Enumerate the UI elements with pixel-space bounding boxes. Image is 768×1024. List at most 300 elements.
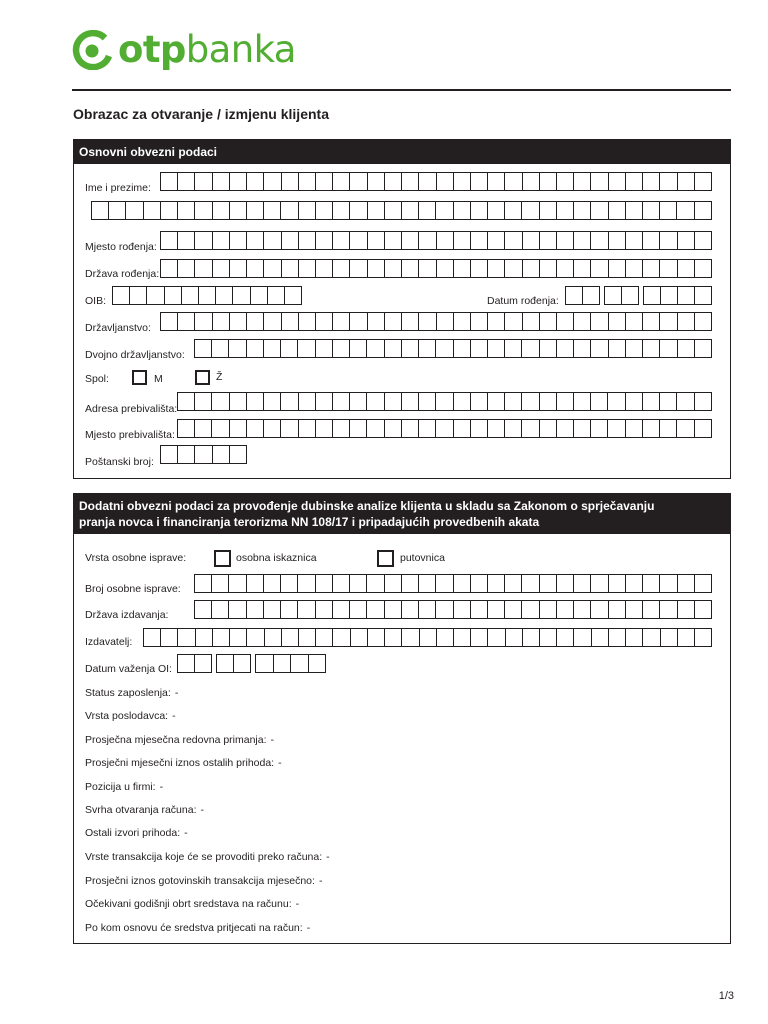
char-cell [621, 287, 638, 304]
char-cell [659, 173, 676, 190]
char-cell [332, 340, 349, 357]
char-cell [194, 393, 211, 410]
char-cell [195, 629, 212, 646]
section-basic-title: Osnovni obvezni podaci [74, 140, 730, 164]
char-cell [625, 260, 642, 277]
checkbox-osobna-iskaznica[interactable] [214, 550, 231, 567]
char-cell [573, 420, 590, 437]
section-additional-title-line1: Dodatni obvezni podaci za provođenje dubinske analize klijenta u skladu sa Zakonom o sprječavanju [79, 499, 655, 513]
char-cell [384, 420, 401, 437]
field-value: - [306, 922, 311, 934]
input-drzava-rodenja[interactable] [160, 259, 712, 278]
char-cell [522, 260, 539, 277]
field-ostali-izvori [85, 827, 188, 839]
label-spol-m: M [154, 373, 163, 385]
char-cell [642, 313, 659, 330]
char-cell [677, 575, 694, 592]
char-cell [487, 340, 504, 357]
label-drzava-izdavanja: Država izdavanja: [85, 609, 169, 621]
label-spol-z: Ž [216, 371, 223, 383]
char-cell [677, 260, 694, 277]
char-cell [694, 313, 711, 330]
char-cell [284, 287, 301, 304]
char-cell [290, 655, 308, 672]
char-cell [539, 202, 556, 219]
form-title: Obrazac za otvaranje / izmjenu klijenta [73, 106, 329, 122]
input-adresa-prebivalista[interactable] [177, 392, 712, 411]
char-cell [573, 629, 590, 646]
char-cell [504, 340, 521, 357]
char-cell [229, 232, 246, 249]
char-cell [212, 260, 229, 277]
char-cell [263, 173, 280, 190]
char-cell [694, 173, 711, 190]
char-cell [298, 629, 315, 646]
char-cell [195, 575, 211, 592]
char-cell [487, 313, 504, 330]
char-cell [504, 260, 521, 277]
char-cell [401, 173, 418, 190]
char-cell [521, 420, 538, 437]
char-cell [453, 575, 470, 592]
field-label: Svrha otvaranja računa: [85, 804, 197, 816]
char-cell [384, 232, 401, 249]
brand-name-otp: otp [118, 28, 186, 71]
char-cell [677, 601, 694, 618]
input-datum-vazenja-godina[interactable] [255, 654, 326, 673]
char-cell [556, 601, 573, 618]
char-cell [504, 313, 521, 330]
char-cell [198, 287, 215, 304]
char-cell [487, 232, 504, 249]
char-cell [366, 420, 383, 437]
char-cell [694, 260, 711, 277]
char-cell [164, 287, 181, 304]
char-cell [435, 601, 452, 618]
char-cell [177, 202, 194, 219]
char-cell [504, 393, 521, 410]
char-cell [263, 260, 280, 277]
char-cell [453, 232, 470, 249]
field-osnov-pritjecanja [85, 922, 310, 934]
char-cell [297, 601, 314, 618]
char-cell [642, 420, 659, 437]
char-cell [573, 393, 590, 410]
char-cell [349, 575, 366, 592]
char-cell [582, 287, 599, 304]
char-cell [522, 629, 539, 646]
char-cell [573, 232, 590, 249]
char-cell [211, 601, 228, 618]
label-mjesto-prebivalista: Mjesto prebivališta: [85, 429, 175, 441]
label-izdavatelj: Izdavatelj: [85, 636, 133, 648]
char-cell [470, 629, 487, 646]
char-cell [694, 340, 711, 357]
char-cell [280, 575, 297, 592]
char-cell [435, 340, 452, 357]
field-value: - [318, 875, 323, 887]
field-value: - [159, 781, 164, 793]
char-cell [694, 202, 711, 219]
field-value: - [295, 898, 300, 910]
char-cell [608, 232, 625, 249]
checkbox-putovnica[interactable] [377, 550, 394, 567]
char-cell [470, 202, 487, 219]
label-adresa-prebivalista: Adresa prebivališta: [85, 403, 178, 415]
field-gotovinske-transakcije [85, 875, 322, 887]
char-cell [194, 232, 211, 249]
char-cell [315, 393, 332, 410]
label-dvojno-drzavljanstvo: Dvojno državljanstvo: [85, 349, 185, 361]
char-cell [212, 173, 229, 190]
char-cell [418, 575, 435, 592]
char-cell [349, 420, 366, 437]
input-izdavatelj[interactable] [143, 628, 712, 647]
char-cell [161, 260, 177, 277]
input-datum-rodenja-godina[interactable] [643, 286, 712, 305]
char-cell [539, 173, 556, 190]
char-cell [625, 202, 642, 219]
char-cell [366, 340, 383, 357]
char-cell [332, 575, 349, 592]
label-postanski-broj: Poštanski broj: [85, 456, 154, 468]
section-basic-data [73, 139, 731, 479]
char-cell [694, 601, 711, 618]
char-cell [607, 420, 624, 437]
input-datum-rodenja-dan[interactable] [565, 286, 600, 305]
char-cell [590, 173, 607, 190]
char-cell [521, 393, 538, 410]
char-cell [267, 287, 284, 304]
checkbox-spol-m[interactable] [132, 370, 147, 385]
input-datum-vazenja-dan[interactable] [177, 654, 212, 673]
char-cell [556, 340, 573, 357]
char-cell [418, 420, 435, 437]
field-label: Vrste transakcija koje će se provoditi preko računa: [85, 851, 323, 863]
char-cell [556, 260, 573, 277]
char-cell [487, 393, 504, 410]
char-cell [573, 313, 590, 330]
char-cell [315, 601, 332, 618]
char-cell [195, 601, 211, 618]
char-cell [453, 173, 470, 190]
char-cell [677, 340, 694, 357]
char-cell [590, 232, 607, 249]
otp-logo-icon [72, 30, 112, 70]
char-cell [401, 340, 418, 357]
char-cell [642, 232, 659, 249]
char-cell [281, 232, 298, 249]
char-cell [298, 313, 315, 330]
char-cell [212, 446, 229, 463]
char-cell [215, 287, 232, 304]
char-cell [522, 173, 539, 190]
char-cell [178, 420, 194, 437]
input-drzavljanstvo[interactable] [160, 312, 712, 331]
char-cell [263, 232, 280, 249]
char-cell [659, 575, 676, 592]
char-cell [573, 575, 590, 592]
char-cell [521, 340, 538, 357]
char-cell [556, 232, 573, 249]
char-cell [384, 260, 401, 277]
char-cell [229, 420, 246, 437]
page-number: 1/3 [718, 990, 734, 1002]
char-cell [659, 601, 676, 618]
char-cell [194, 202, 211, 219]
char-cell [539, 575, 556, 592]
char-cell [217, 655, 233, 672]
char-cell [129, 287, 146, 304]
char-cell [453, 601, 470, 618]
char-cell [436, 232, 453, 249]
char-cell [332, 202, 349, 219]
char-cell [573, 173, 590, 190]
char-cell [419, 629, 436, 646]
char-cell [487, 173, 504, 190]
char-cell [366, 601, 383, 618]
char-cell [435, 575, 452, 592]
char-cell [556, 313, 573, 330]
char-cell [232, 287, 249, 304]
char-cell [642, 393, 659, 410]
field-vrste-transakcija [85, 851, 330, 863]
char-cell [487, 601, 504, 618]
char-cell [590, 420, 607, 437]
char-cell [161, 232, 177, 249]
char-cell [298, 393, 315, 410]
input-mjesto-rodenja[interactable] [160, 231, 712, 250]
checkbox-spol-z[interactable] [195, 370, 210, 385]
char-cell [315, 232, 332, 249]
char-cell [298, 202, 315, 219]
char-cell [608, 575, 625, 592]
char-cell [453, 420, 470, 437]
char-cell [504, 173, 521, 190]
char-cell [264, 629, 281, 646]
char-cell [273, 655, 291, 672]
char-cell [694, 575, 711, 592]
char-cell [659, 260, 676, 277]
char-cell [332, 629, 349, 646]
char-cell [401, 629, 418, 646]
char-cell [366, 393, 383, 410]
char-cell [590, 601, 607, 618]
char-cell [332, 173, 349, 190]
char-cell [470, 601, 487, 618]
char-cell [625, 393, 642, 410]
char-cell [470, 173, 487, 190]
char-cell [349, 393, 366, 410]
char-cell [642, 629, 659, 646]
char-cell [539, 420, 556, 437]
char-cell [384, 629, 401, 646]
char-cell [401, 260, 418, 277]
input-datum-vazenja-mjesec[interactable] [216, 654, 251, 673]
char-cell [401, 232, 418, 249]
char-cell [659, 393, 676, 410]
char-cell [505, 629, 522, 646]
char-cell [367, 202, 384, 219]
char-cell [436, 629, 453, 646]
char-cell [605, 287, 621, 304]
char-cell [228, 575, 245, 592]
char-cell [367, 629, 384, 646]
char-cell [625, 313, 642, 330]
char-cell [298, 420, 315, 437]
char-cell [246, 313, 263, 330]
char-cell [315, 173, 332, 190]
char-cell [435, 202, 452, 219]
char-cell [281, 629, 298, 646]
char-cell [608, 202, 625, 219]
char-cell [539, 629, 556, 646]
char-cell [246, 232, 263, 249]
char-cell [212, 202, 229, 219]
char-cell [556, 420, 573, 437]
input-drzava-izdavanja[interactable] [194, 600, 712, 619]
char-cell [418, 601, 435, 618]
input-ime-prezime[interactable] [160, 172, 712, 191]
char-cell [160, 202, 177, 219]
char-cell [229, 173, 246, 190]
char-cell [644, 287, 660, 304]
char-cell [281, 260, 298, 277]
char-cell [642, 601, 659, 618]
char-cell [263, 313, 280, 330]
field-godisnji-obrt [85, 898, 299, 910]
char-cell [521, 202, 538, 219]
char-cell [504, 202, 521, 219]
char-cell [625, 420, 642, 437]
char-cell [539, 232, 556, 249]
char-cell [263, 601, 280, 618]
char-cell [642, 575, 659, 592]
char-cell [677, 313, 694, 330]
char-cell [281, 173, 298, 190]
char-cell [298, 173, 315, 190]
char-cell [539, 313, 556, 330]
char-cell [590, 393, 607, 410]
char-cell [659, 202, 676, 219]
char-cell [642, 202, 659, 219]
char-cell [566, 287, 582, 304]
char-cell [246, 601, 263, 618]
char-cell [263, 340, 280, 357]
char-cell [349, 173, 366, 190]
char-cell [677, 287, 694, 304]
char-cell [194, 655, 211, 672]
char-cell [229, 202, 246, 219]
char-cell [161, 313, 177, 330]
input-oib[interactable] [112, 286, 302, 305]
field-value: - [184, 827, 188, 839]
char-cell [246, 629, 263, 646]
section-additional-title-line2: pranja novca i financiranja terorizma NN 108/17 i pripadajućih provedbenih akata [79, 515, 540, 529]
field-svrha-otvaranja [85, 804, 204, 816]
char-cell [263, 202, 280, 219]
char-cell [676, 393, 693, 410]
char-cell [453, 393, 470, 410]
label-osobna-iskaznica: osobna iskaznica [236, 552, 317, 564]
char-cell [608, 601, 625, 618]
char-cell [332, 232, 349, 249]
char-cell [195, 340, 211, 357]
char-cell [332, 260, 349, 277]
char-cell [160, 629, 177, 646]
section-additional-data [73, 493, 731, 944]
char-cell [297, 575, 314, 592]
char-cell [418, 313, 435, 330]
char-cell [470, 340, 487, 357]
char-cell [161, 446, 177, 463]
char-cell [349, 340, 366, 357]
char-cell [539, 601, 556, 618]
field-value: - [270, 734, 275, 746]
char-cell [418, 393, 435, 410]
char-cell [229, 260, 246, 277]
char-cell [677, 629, 694, 646]
char-cell [143, 202, 160, 219]
field-label: Status zaposlenja: [85, 687, 171, 699]
char-cell [332, 313, 349, 330]
char-cell [281, 313, 298, 330]
char-cell [418, 340, 435, 357]
char-cell [453, 629, 470, 646]
field-value: - [278, 757, 282, 769]
char-cell [229, 629, 246, 646]
char-cell [298, 232, 315, 249]
char-cell [487, 260, 504, 277]
char-cell [246, 260, 263, 277]
char-cell [178, 655, 194, 672]
char-cell [487, 420, 504, 437]
input-mjesto-prebivalista[interactable] [177, 419, 712, 438]
input-postanski-broj[interactable] [160, 445, 247, 464]
char-cell [146, 287, 163, 304]
char-cell [315, 260, 332, 277]
char-cell [453, 202, 470, 219]
char-cell [573, 601, 590, 618]
char-cell [660, 287, 677, 304]
label-vrsta-isprave: Vrsta osobne isprave: [85, 552, 187, 564]
char-cell [453, 260, 470, 277]
char-cell [332, 601, 349, 618]
char-cell [660, 629, 677, 646]
char-cell [608, 340, 625, 357]
char-cell [436, 313, 453, 330]
char-cell [522, 232, 539, 249]
char-cell [181, 287, 198, 304]
char-cell [625, 629, 642, 646]
char-cell [315, 575, 332, 592]
char-cell [401, 393, 418, 410]
char-cell [659, 420, 676, 437]
char-cell [256, 655, 273, 672]
input-ime-prezime-line2[interactable] [91, 201, 712, 220]
char-cell [625, 575, 642, 592]
input-dvojno-drzavljanstvo[interactable] [194, 339, 712, 358]
input-datum-rodenja-mjesec[interactable] [604, 286, 639, 305]
input-broj-isprave[interactable] [194, 574, 712, 593]
char-cell [246, 393, 263, 410]
char-cell [625, 601, 642, 618]
field-pozicija-u-firmi [85, 781, 163, 793]
char-cell [144, 629, 160, 646]
char-cell [161, 173, 177, 190]
char-cell [332, 420, 349, 437]
char-cell [470, 260, 487, 277]
